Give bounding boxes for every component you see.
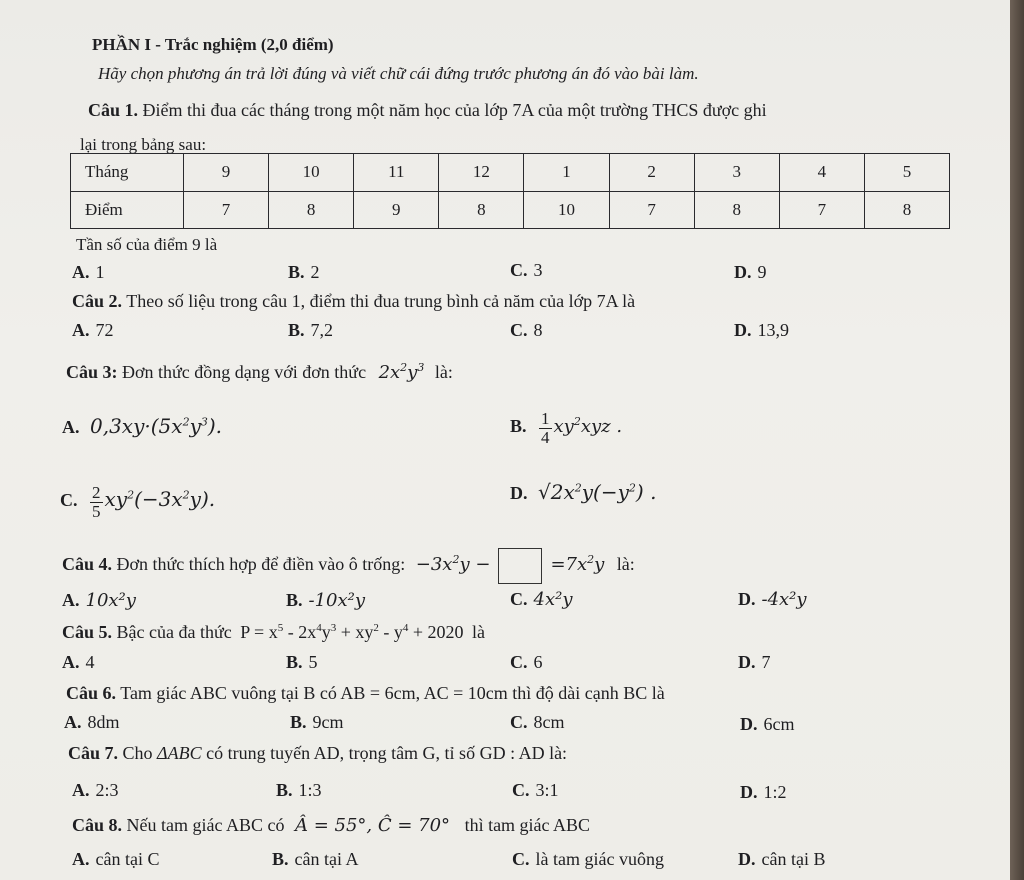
q1-option-a[interactable]: A. 1 <box>72 262 105 282</box>
q1-question: Tần số của điểm 9 là <box>76 235 218 254</box>
q7-text <box>68 743 567 764</box>
table-header-score: Điểm <box>71 191 184 229</box>
q5-label: Câu 5. <box>62 622 113 642</box>
q4-text: Câu 4. Đơn thức thích hợp để điền vào ô trống: $-3x^2y - =7x^2y$ là: <box>62 548 635 584</box>
table-cell: 8 <box>694 191 779 229</box>
table-cell: 8 <box>269 191 354 229</box>
q4-option-a[interactable]: A. 10x²y <box>62 590 136 611</box>
q3-option-b[interactable]: B. $\frac{1}{4}$ $xy^2xyz$ . <box>510 409 623 447</box>
table-cell: 2 <box>609 154 694 192</box>
table-row-months <box>71 154 950 192</box>
q8-option-d[interactable]: D. cân tại B <box>738 849 826 869</box>
q1-body: Điểm thi đua các tháng trong một năm học của lớp 7A của một trường THCS được ghi <box>142 100 767 120</box>
q7-option-c[interactable]: C. 3:1 <box>512 780 559 800</box>
section-instruction: Hãy chọn phương án trả lời đúng và viết chữ cái đứng trước phương án đó vào bài làm. <box>98 64 699 83</box>
table-cell: 7 <box>609 191 694 229</box>
q1-text-2: lại trong bảng sau: <box>80 135 207 154</box>
q1-option-d[interactable]: D. 9 <box>734 262 767 282</box>
q6-body: Tam giác ABC vuông tại B có AB = 6cm, AC = 10cm thì độ dài cạnh BC là <box>120 683 665 703</box>
q8-tail: thì tam giác ABC <box>464 815 591 835</box>
q1-text <box>88 100 767 121</box>
q6-label: Câu 6. <box>66 683 117 703</box>
q7-option-d[interactable]: D. 1:2 <box>740 782 787 802</box>
q2-option-c[interactable]: C. 8 <box>510 320 543 340</box>
q5-tail: là <box>472 622 486 642</box>
q4-body: Đơn thức thích hợp để điền vào ô trống: <box>116 554 406 575</box>
q2-option-a[interactable]: A. 72 <box>72 320 114 340</box>
table-cell: 10 <box>269 154 354 192</box>
table-cell: 3 <box>694 154 779 192</box>
q2-body: Theo số liệu trong câu 1, điểm thi đua trung bình cả năm của lớp 7A là <box>126 291 636 311</box>
q5-body: Bậc của đa thức <box>116 622 232 642</box>
table-cell: 8 <box>864 191 949 229</box>
q4-option-b[interactable]: B. -10x²y <box>286 590 366 611</box>
q1-option-b[interactable]: B. 2 <box>288 262 320 282</box>
q2-option-b[interactable]: B. 7,2 <box>288 320 334 340</box>
q6-option-c[interactable]: C. 8cm <box>510 712 565 732</box>
section-title: PHẦN I - Trắc nghiệm (2,0 điểm) <box>92 35 334 54</box>
q7-option-a[interactable]: A. 2:3 <box>72 780 119 800</box>
q5-option-a[interactable]: A. 4 <box>62 652 95 672</box>
q2-text <box>72 291 635 312</box>
score-table <box>70 153 950 229</box>
q8-label: Câu 8. <box>72 815 123 835</box>
q7-option-b[interactable]: B. 1:3 <box>276 780 322 800</box>
q4-tail: là: <box>616 554 635 575</box>
q8-option-b[interactable]: B. cân tại A <box>272 849 359 869</box>
q8-body: Nếu tam giác ABC có <box>126 815 285 835</box>
q6-text <box>66 683 665 704</box>
q5-text <box>62 622 485 643</box>
q3-label: Câu 3: <box>66 362 118 382</box>
table-header-month: Tháng <box>71 154 184 192</box>
paper-edge-background <box>1010 0 1024 880</box>
q7-body-b: có trung tuyến AD, trọng tâm G, tỉ số GD : AD là: <box>206 743 568 763</box>
table-cell: 9 <box>354 191 439 229</box>
table-cell: 12 <box>439 154 524 192</box>
table-cell: 7 <box>779 191 864 229</box>
q3-tail: là: <box>434 362 453 382</box>
q6-option-d[interactable]: D. 6cm <box>740 714 795 734</box>
table-cell: 4 <box>779 154 864 192</box>
q3-body: Đơn thức đồng dạng với đơn thức <box>122 362 367 382</box>
q4-option-d[interactable]: D. -4x²y <box>738 589 807 610</box>
table-cell: 1 <box>524 154 609 192</box>
q3-monomial: $2x^2y^3$ <box>378 361 425 383</box>
q3-option-a[interactable]: A. $0,3xy\cdot(5x^2y^3)$. <box>62 414 223 438</box>
table-cell: 5 <box>864 154 949 192</box>
q2-label: Câu 2. <box>72 291 123 311</box>
q5-option-b[interactable]: B. 5 <box>286 652 318 672</box>
table-cell: 7 <box>184 191 269 229</box>
q8-text <box>72 815 590 836</box>
table-cell: 9 <box>184 154 269 192</box>
q1-label: Câu 1. <box>88 100 139 120</box>
q5-option-c[interactable]: C. 6 <box>510 652 543 672</box>
q8-option-a[interactable]: A. cân tại C <box>72 849 160 869</box>
q4-option-c[interactable]: C. 4x²y <box>510 589 573 610</box>
q3-option-d[interactable]: D. $√2x^2y(-y^2)$ . <box>510 480 657 504</box>
q5-polynomial: $P = x^5 - 2x^4y^3 + xy^2 - y^4 + 2020$ <box>240 622 464 642</box>
q8-angles: Â = 55°, Ĉ = 70° <box>294 815 451 836</box>
table-cell: 10 <box>524 191 609 229</box>
q7-label: Câu 7. <box>68 743 119 763</box>
q6-option-a[interactable]: A. 8dm <box>64 712 120 732</box>
q7-body-a: Cho <box>122 743 153 763</box>
q5-option-d[interactable]: D. 7 <box>738 652 771 672</box>
blank-box[interactable] <box>498 548 542 584</box>
q6-option-b[interactable]: B. 9cm <box>290 712 344 732</box>
q4-label: Câu 4. <box>62 554 113 575</box>
q1-option-c[interactable]: C. 3 <box>510 260 543 280</box>
q7-triangle: ΔABC <box>157 743 202 763</box>
table-cell: 11 <box>354 154 439 192</box>
q8-option-c[interactable]: C. là tam giác vuông <box>512 849 664 869</box>
q3-option-c[interactable]: C. $\frac{2}{5}$ $xy^2(-3x^2y)$. <box>60 483 216 521</box>
q2-option-d[interactable]: D. 13,9 <box>734 320 789 340</box>
table-cell: 8 <box>439 191 524 229</box>
table-row-scores <box>71 191 950 229</box>
q3-text <box>66 361 453 383</box>
